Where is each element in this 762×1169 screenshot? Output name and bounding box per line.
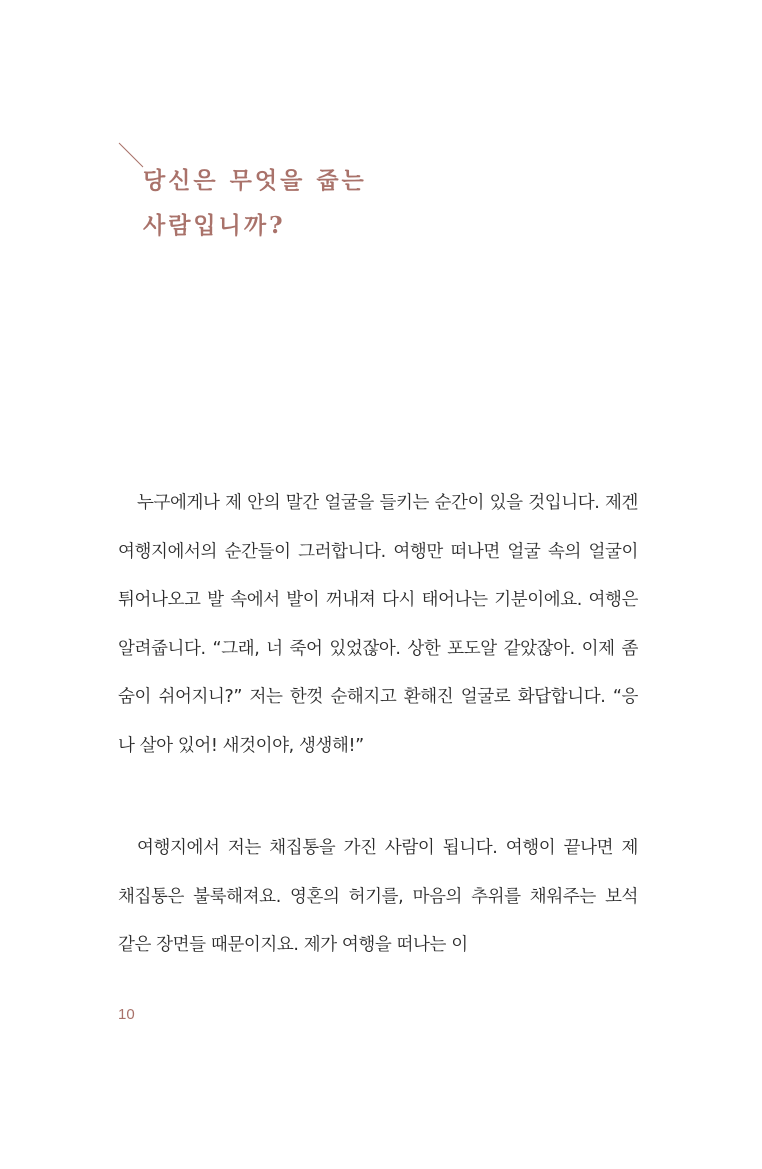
page-number: 10	[118, 1006, 135, 1023]
chapter-title	[143, 158, 367, 248]
body-paragraph-1: 누구에게나 제 안의 말간 얼굴을 들키는 순간이 있을 것입니다. 제겐 여행지에서의 순간들이 그러합니다. 여행만 떠나면 얼굴 속의 얼굴이 튀어나오고 발 속에서 발이 꺼내져 다시 태어나는 기분이에요. 여행은 알려줍니다. “그래, 너 죽어 있었잖아. 상한 포도알 같았잖아. 이제 좀 숨이 쉬어지니?” 저는 한껏 순해지고 환해진 얼굴로 화답합니다. “응 나 살아 있어! 새것이야, 생생해!”	[118, 493, 638, 756]
chapter-title-line-1: 당신은 무엇을 줍는	[143, 167, 367, 194]
body-paragraph-2: 여행지에서 저는 채집통을 가진 사람이 됩니다. 여행이 끝나면 제 채집통은 불룩해져요. 영혼의 허기를, 마음의 추위를 채워주는 보석 같은 장면들 때문이지요. 제가 여행을 떠나는 이	[118, 838, 638, 956]
chapter-title-line-2: 사람입니까?	[143, 212, 286, 239]
title-slash-mark	[118, 142, 144, 168]
